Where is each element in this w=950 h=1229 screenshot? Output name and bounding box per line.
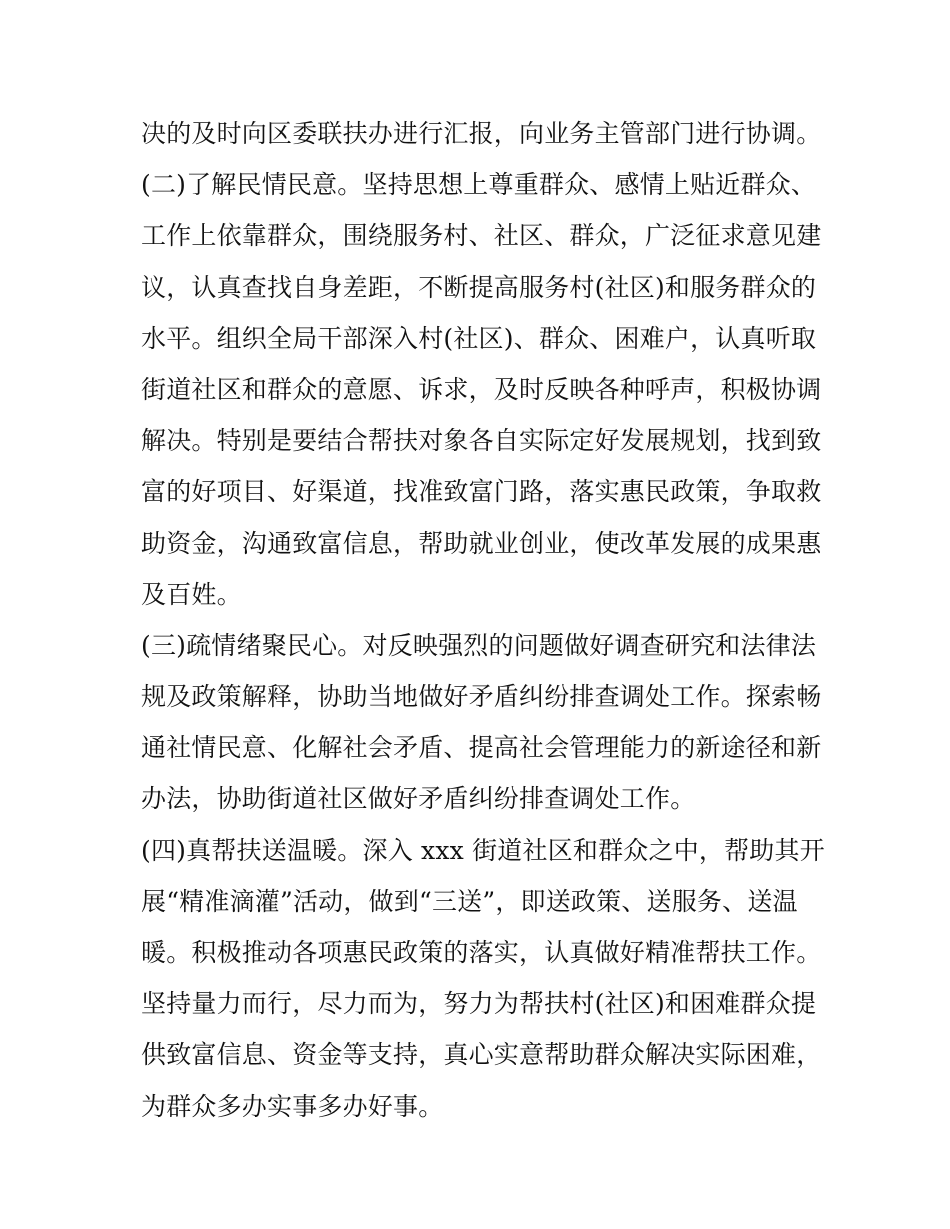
text-line: 水平。组织全局干部深入村(社区)、群众、困难户，认真听取 [141, 323, 817, 353]
text-line: 决的及时向区委联扶办进行汇报，向业务主管部门进行协调。 [141, 119, 822, 148]
text-line: 暖。积极推动各项惠民政策的落实，认真做好精准帮扶工作。 [141, 938, 822, 967]
text-line: 街道社区和群众的意愿、诉求，及时反映各种呼声，积极协调 [141, 374, 822, 404]
text-line: 为群众多办实事多办好事。 [141, 1091, 444, 1121]
text-line: 规及政策解释，协助当地做好矛盾纠纷排查调处工作。探索畅 [141, 682, 822, 712]
text-line: 展“精准滴灌”活动，做到“三送”，即送政策、送服务、送温 [141, 886, 798, 916]
text-line: 工作上依靠群众，围绕服务村、社区、群众，广泛征求意见建 [141, 221, 822, 251]
text-line: (三)疏情绪聚民心。对反映强烈的问题做好调查研究和法律法 [141, 630, 817, 660]
document-body [141, 108, 825, 1132]
text-line: (二)了解民情民意。坚持思想上尊重群众、感情上贴近群众、 [141, 170, 817, 200]
text-line: 坚持量力而行，尽力而为，努力为帮扶村(社区)和困难群众提 [141, 989, 817, 1019]
text-line: 助资金，沟通致富信息，帮助就业创业，使改革发展的成果惠 [141, 528, 822, 558]
text-line: (四)真帮扶送温暖。深入 xxx 街道社区和群众之中，帮助其开 [141, 835, 825, 865]
text-line: 及百姓。 [141, 579, 242, 609]
text-line: 解决。特别是要结合帮扶对象各自实际定好发展规划，找到致 [141, 426, 822, 456]
text-line: 供致富信息、资金等支持，真心实意帮助群众解决实际困难， [141, 1040, 822, 1070]
text-line: 办法，协助街道社区做好矛盾纠纷排查调处工作。 [141, 784, 696, 814]
text-line: 富的好项目、好渠道，找准致富门路，落实惠民政策，争取救 [141, 477, 822, 507]
text-line: 通社情民意、化解社会矛盾、提高社会管理能力的新途径和新 [141, 733, 822, 763]
text-line: 议，认真查找自身差距，不断提高服务村(社区)和服务群众的 [141, 272, 817, 302]
